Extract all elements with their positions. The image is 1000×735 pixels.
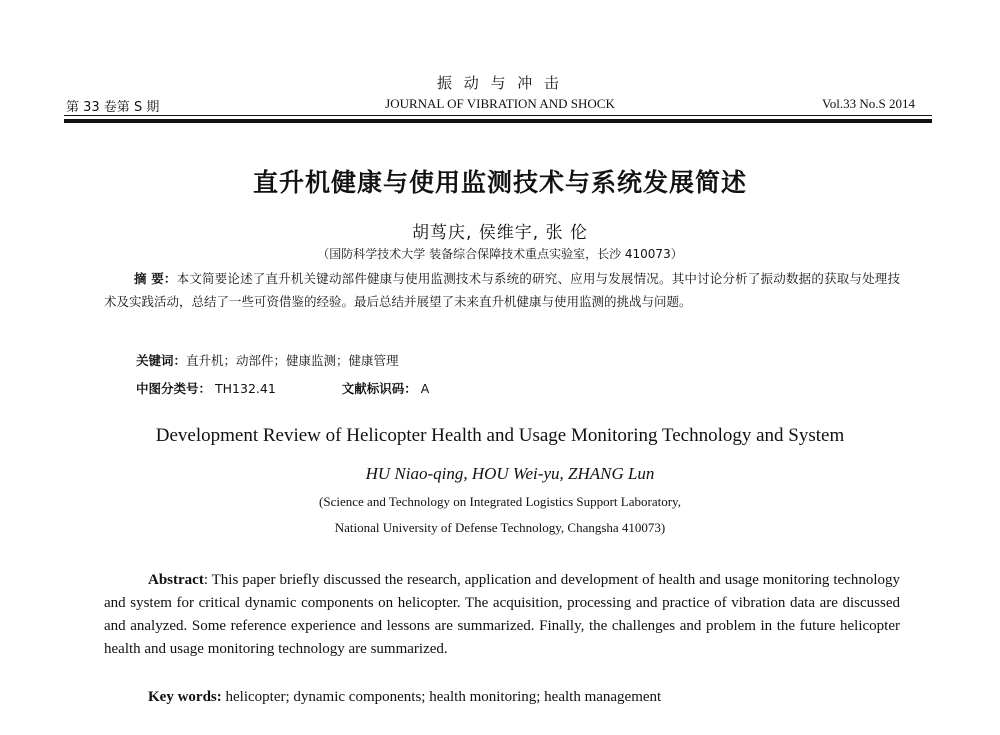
affiliation-cn: （国防科学技术大学 装备综合保障技术重点实验室，长沙 410073） [317, 247, 683, 261]
abstract-cn-text: 本文简要论述了直升机关键动部件健康与使用监测技术与系统的研究、应用与发展情况。其中讨论分析了振动数据的获取与处理技术及实践活动，总结了一些可资借鉴的经验。最后总结并展望了未来直升机健康与使用监测的挑战与问题。 [104, 271, 900, 309]
volume-issue-cn: 第 33 卷第 S 期 [66, 100, 160, 115]
clc-value: TH132.41 [215, 381, 276, 396]
affiliation-en-line2: National University of Defense Technology, Changsha 410073) [334, 520, 666, 535]
keywords-cn-text: 直升机；动部件；健康监测；健康管理 [186, 353, 399, 368]
doc-code-value: A [420, 381, 430, 396]
clc-label: 中图分类号： [136, 381, 212, 396]
classification-line [136, 379, 429, 397]
journal-title-cn: 振 动 与 冲 击 [436, 76, 563, 92]
doc-code-label: 文献标识码： [341, 381, 417, 396]
header-rule-thin [64, 115, 932, 116]
header-rule-thick [64, 119, 932, 123]
authors-cn: 胡茑庆, 侯维宇, 张 伦 [411, 223, 589, 243]
abstract-en-text: : This paper briefly discussed the research, application and development of health and usage monitoring technology and system for critical dynamic components on helicopter. The acquisition, processing and practice of vibration data are discussed and analyzed. Some reference experience and lessons are summarized. Finally, the challenges and problem in the future helicopter health and usage monitoring technology are summarized. [104, 572, 900, 657]
paper-title-cn: 直升机健康与使用监测技术与系统发展简述 [252, 168, 747, 197]
volume-issue-en: Vol.33 No.S 2014 [822, 96, 915, 111]
abstract-en [104, 569, 900, 661]
keywords-en-label: Key words: [148, 689, 222, 705]
paper-title-en: Development Review of Helicopter Health and Usage Monitoring Technology and System [155, 425, 845, 446]
keywords-en-text: helicopter; dynamic components; health monitoring; health management [221, 689, 662, 705]
keywords-cn [136, 351, 399, 369]
affiliation-en-line1: (Science and Technology on Integrated Logistics Support Laboratory, [319, 494, 681, 509]
abstract-cn-label: 摘 要： [134, 271, 177, 286]
abstract-cn [104, 267, 900, 313]
keywords-cn-label: 关键词： [136, 353, 187, 368]
journal-title-en: JOURNAL OF VIBRATION AND SHOCK [385, 96, 615, 111]
authors-en: HU Niao-qing, HOU Wei-yu, ZHANG Lun [365, 464, 655, 483]
abstract-en-label: Abstract [148, 572, 204, 588]
keywords-en [148, 689, 661, 706]
